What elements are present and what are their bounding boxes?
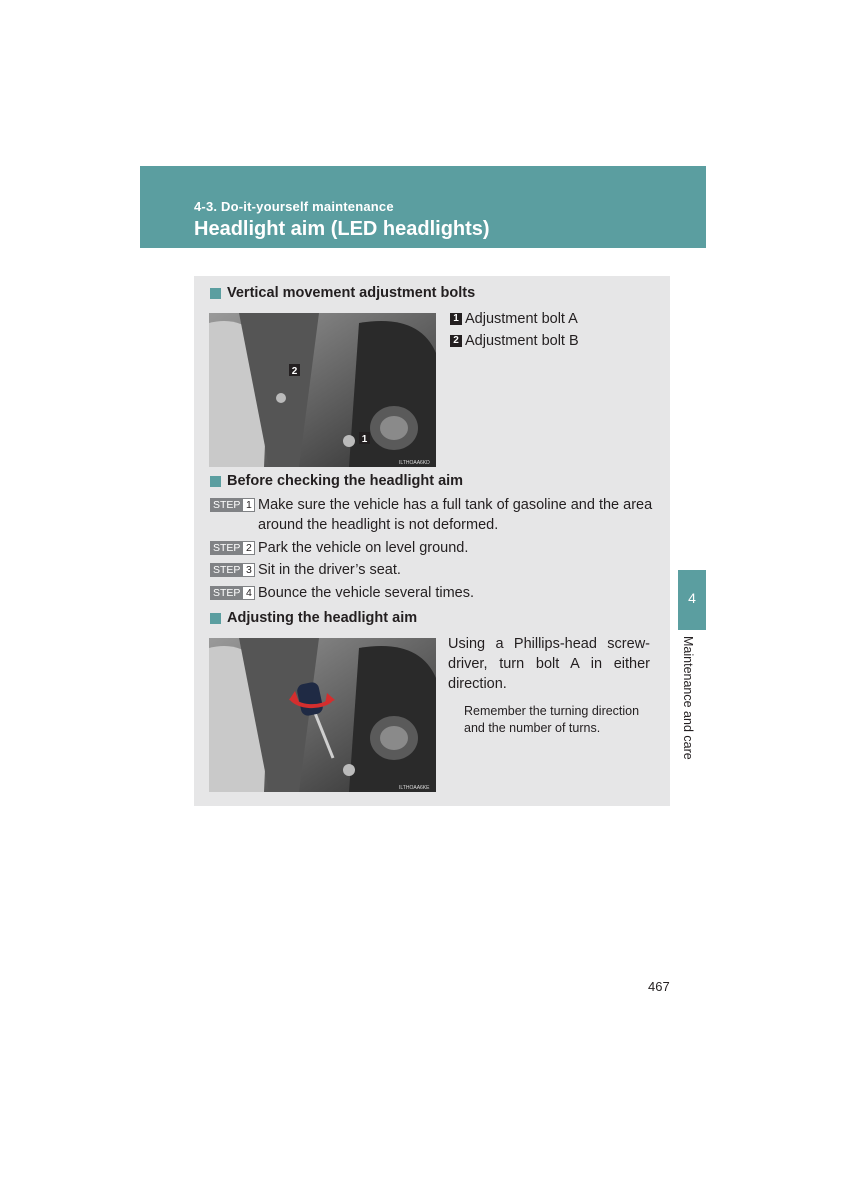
step-4: STEP 4 Bounce the vehicle several times. (210, 583, 655, 603)
step-3: STEP 3 Sit in the driver’s seat. (210, 560, 655, 580)
callout-bolt-b (450, 333, 579, 349)
callout-label: Adjustment bolt B (465, 333, 579, 349)
step-badge: STEP 4 (210, 586, 255, 600)
step-2: STEP 2 Park the vehicle on level ground. (210, 538, 655, 558)
step-1: STEP 1 Make sure the vehicle has a full tank of gasoline and the area around the headlight is not deformed. (210, 495, 655, 535)
heading-vertical-bolts: Vertical movement adjustment bolts (210, 285, 475, 301)
step-badge: STEP 2 (210, 541, 255, 555)
callout-number: 2 (450, 335, 462, 347)
screwdriver-photo (209, 638, 436, 792)
square-bullet-icon (210, 476, 221, 487)
image-code: ILTHOAA6KD (399, 460, 430, 466)
step-badge: STEP 1 (210, 498, 255, 512)
section-label: 4-3. Do-it-yourself maintenance (194, 199, 394, 214)
adjust-instruction: Using a Phillips-head screw-driver, turn bolt A in either direction. (448, 636, 650, 692)
heading-adjusting: Adjusting the headlight aim (210, 610, 417, 626)
callout-label: Adjustment bolt A (465, 311, 578, 327)
chapter-number: 4 (688, 590, 696, 606)
heading-before-checking: Before checking the headlight aim (210, 473, 463, 489)
page-title: Headlight aim (LED headlights) (194, 218, 490, 240)
square-bullet-icon (210, 288, 221, 299)
callout-number: 1 (450, 313, 462, 325)
adjust-note: Remember the turning direction and the number of turns. (464, 704, 640, 735)
bolt-location-photo (209, 313, 436, 467)
step-badge: STEP 3 (210, 563, 255, 577)
content-panel (194, 276, 670, 806)
photo-marker-1: 1 (361, 434, 368, 445)
callout-bolt-a (450, 311, 578, 327)
photo-marker-2: 2 (291, 366, 298, 377)
page-number: 467 (648, 979, 670, 994)
image-code: ILTHOAA6KE (399, 785, 430, 791)
chapter-header (140, 166, 706, 248)
chapter-tab (678, 570, 706, 630)
chapter-label: Maintenance and care (681, 636, 695, 760)
square-bullet-icon (210, 613, 221, 624)
